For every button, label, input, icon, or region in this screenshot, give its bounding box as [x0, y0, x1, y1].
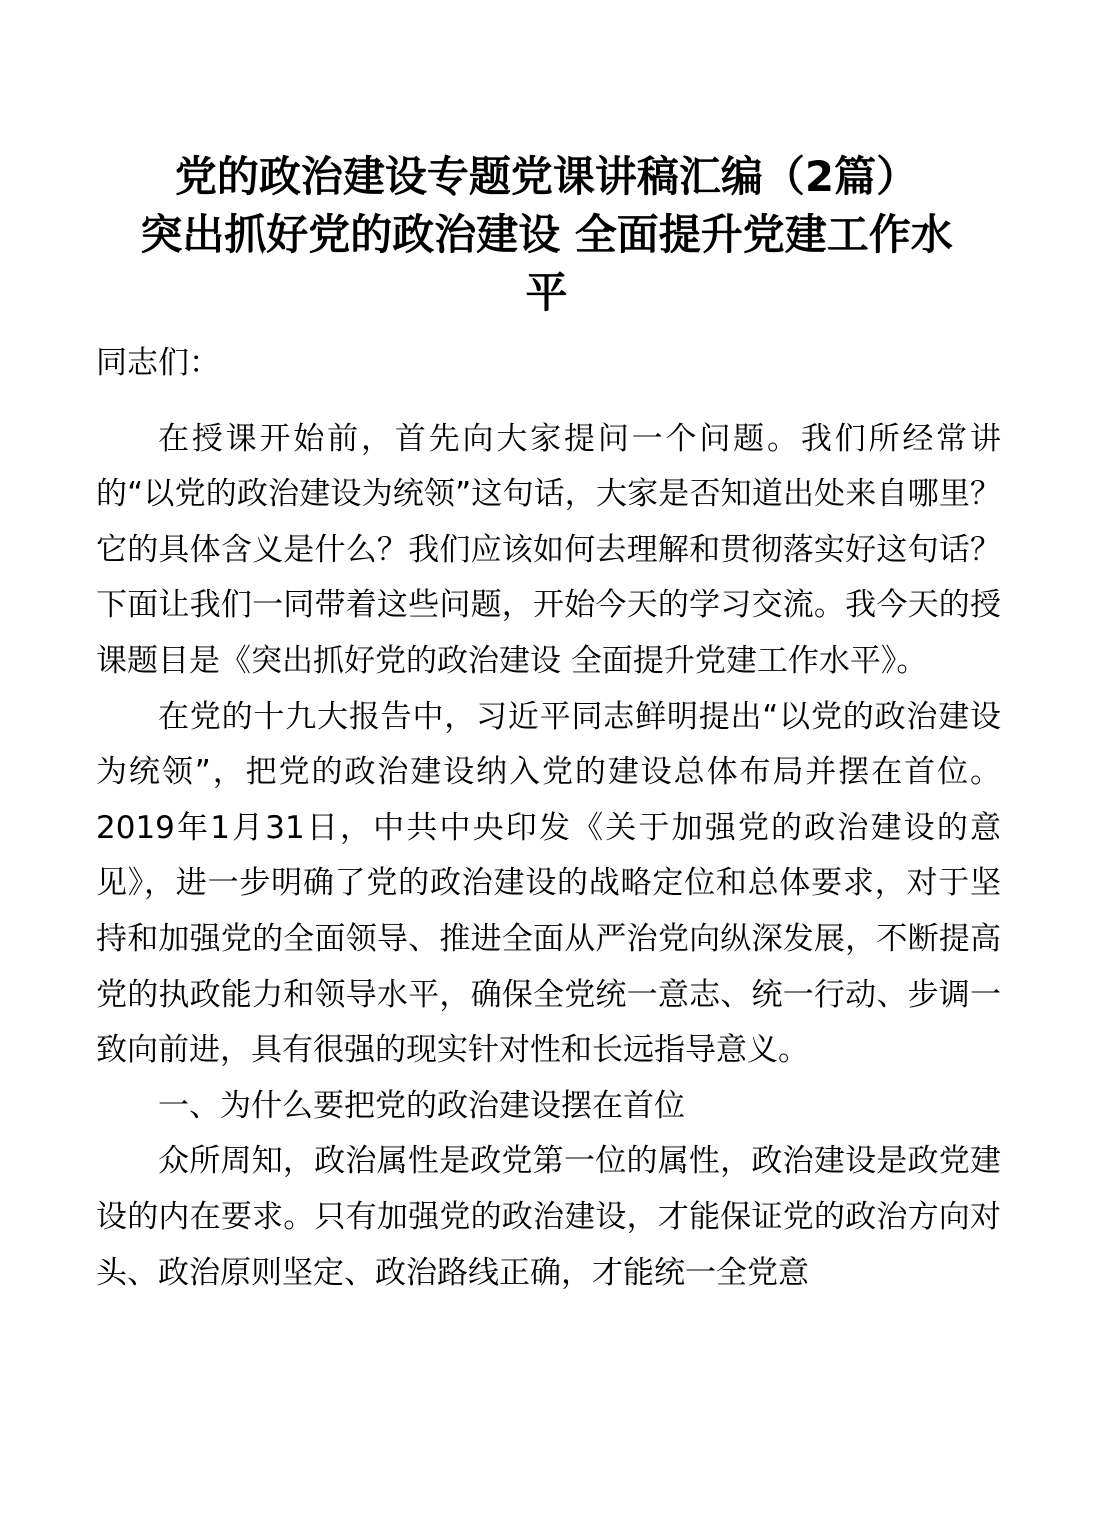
title-line-2: 突出抓好党的政治建设 全面提升党建工作水	[140, 210, 953, 259]
section-heading: 一、为什么要把党的政治建设摆在首位	[158, 1087, 685, 1124]
title-line-1: 党的政治建设专题党课讲稿汇编（2篇）	[174, 152, 919, 201]
document-title	[90, 148, 1003, 322]
title-line-3: 平	[525, 268, 568, 317]
paragraph-intro: 在授课开始前，首先向大家提问一个问题。我们所经常讲的“以党的政治建设为统领”这句话，大家是否知道出处来自哪里？它的具体含义是什么？我们应该如何去理解和贯彻落实好这句话？下面让我们一同带着这些问题，开始今天的学习交流。我今天的授课题目是《突出抓好党的政治建设 全面提升党建工作水平》。	[96, 420, 1001, 679]
section-paragraph: 众所周知，政治属性是政党第一位的属性，政治建设是政党建设的内在要求。只有加强党的政治建设，才能保证党的政治方向对头、政治原则坚定、政治路线正确，才能统一全党意	[96, 1143, 1001, 1291]
salutation: 同志们：	[96, 345, 220, 381]
document-body	[96, 336, 1001, 1301]
paragraph-background: 在党的十九大报告中，习近平同志鲜明提出“以党的政治建设为统领”，把党的政治建设纳入党的建设总体布局并摆在首位。2019年1月31日，中共中央印发《关于加强党的政治建设的意见》，进一步明确了党的政治建设的战略定位和总体要求，对于坚持和加强党的全面领导、推进全面从严治党向纵深发展，不断提高党的执政能力和领导水平，确保全党统一意志、统一行动、步调一致向前进，具有很强的现实针对性和长远指导意义。	[96, 698, 1001, 1069]
